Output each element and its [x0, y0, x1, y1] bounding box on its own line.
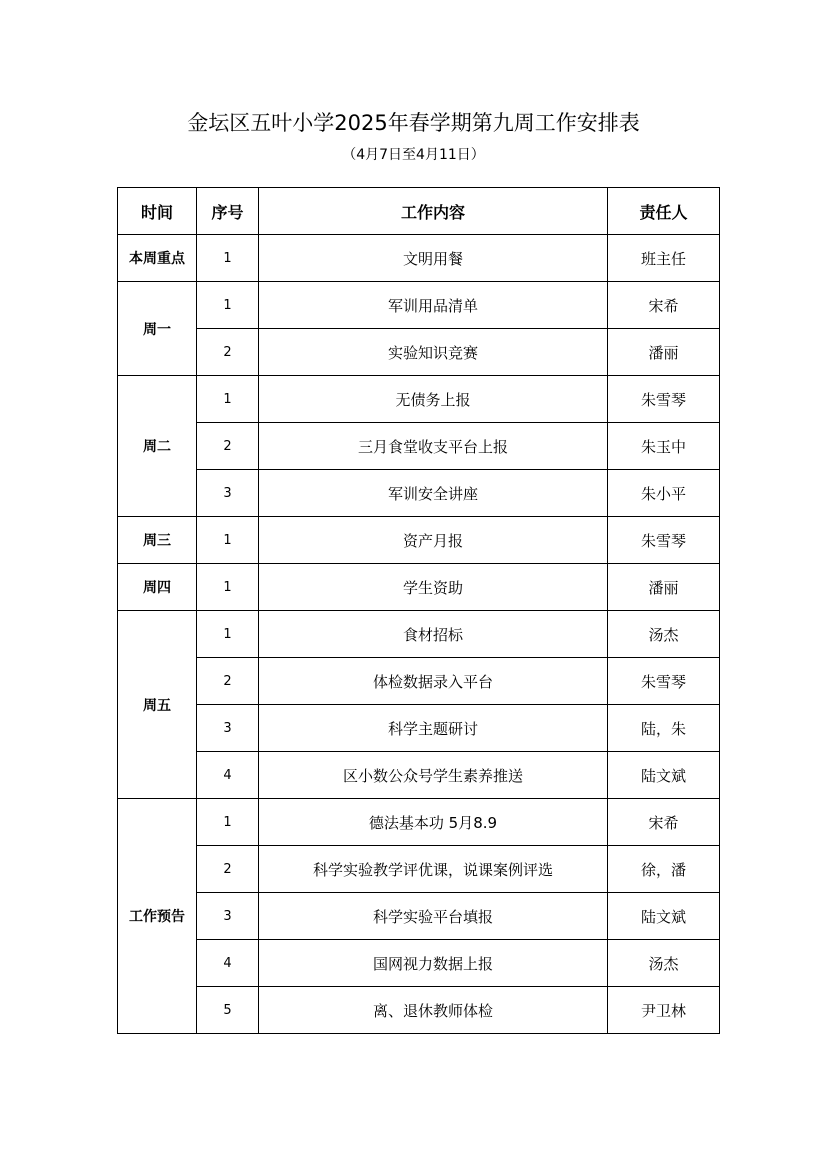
- seq-cell: 2: [197, 329, 259, 376]
- person-cell: 宋希: [608, 282, 720, 329]
- person-cell: 徐，潘: [608, 846, 720, 893]
- seq-cell: 4: [197, 940, 259, 987]
- person-cell: 潘丽: [608, 329, 720, 376]
- person-cell: 陆，朱: [608, 705, 720, 752]
- table-row: [118, 282, 720, 329]
- seq-cell: 1: [197, 517, 259, 564]
- seq-cell: 1: [197, 235, 259, 282]
- table-row: [118, 705, 720, 752]
- table-row: [118, 940, 720, 987]
- person-cell: 宋希: [608, 799, 720, 846]
- person-cell: 朱玉中: [608, 423, 720, 470]
- table-row: [118, 658, 720, 705]
- table-row: [118, 235, 720, 282]
- task-cell: 科学实验教学评优课，说课案例评选: [259, 846, 608, 893]
- task-cell: 三月食堂收支平台上报: [259, 423, 608, 470]
- day-cell: 周四: [118, 564, 197, 611]
- person-cell: 朱小平: [608, 470, 720, 517]
- header-content: 工作内容: [259, 188, 608, 235]
- seq-cell: 3: [197, 893, 259, 940]
- seq-cell: 2: [197, 658, 259, 705]
- person-cell: 汤杰: [608, 611, 720, 658]
- table-row: [118, 987, 720, 1034]
- table-row: [118, 611, 720, 658]
- task-cell: 资产月报: [259, 517, 608, 564]
- task-cell: 军训安全讲座: [259, 470, 608, 517]
- task-cell: 区小数公众号学生素养推送: [259, 752, 608, 799]
- table-row: [118, 846, 720, 893]
- day-cell: 周五: [118, 611, 197, 799]
- person-cell: 班主任: [608, 235, 720, 282]
- table-row: [118, 893, 720, 940]
- table-row: [118, 799, 720, 846]
- header-time: 时间: [118, 188, 197, 235]
- schedule-table: [117, 187, 720, 1034]
- person-cell: 朱雪琴: [608, 658, 720, 705]
- seq-cell: 3: [197, 470, 259, 517]
- header-person: 责任人: [608, 188, 720, 235]
- seq-cell: 2: [197, 846, 259, 893]
- task-cell: 食材招标: [259, 611, 608, 658]
- task-cell: 科学实验平台填报: [259, 893, 608, 940]
- day-cell: 周三: [118, 517, 197, 564]
- table-row: [118, 423, 720, 470]
- table-row: [118, 376, 720, 423]
- day-cell: 工作预告: [118, 799, 197, 1034]
- task-cell: 文明用餐: [259, 235, 608, 282]
- task-cell: 无债务上报: [259, 376, 608, 423]
- seq-cell: 1: [197, 282, 259, 329]
- task-cell: 离、退休教师体检: [259, 987, 608, 1034]
- table-row: [118, 564, 720, 611]
- header-seq: 序号: [197, 188, 259, 235]
- task-cell: 实验知识竞赛: [259, 329, 608, 376]
- seq-cell: 5: [197, 987, 259, 1034]
- date-range-subtitle: （4月7日至4月11日）: [342, 147, 485, 163]
- table-row: [118, 329, 720, 376]
- table-row: [118, 752, 720, 799]
- header-row: [118, 188, 720, 235]
- person-cell: 潘丽: [608, 564, 720, 611]
- seq-cell: 2: [197, 423, 259, 470]
- seq-cell: 1: [197, 376, 259, 423]
- table-row: [118, 470, 720, 517]
- page-title: 金坛区五叶小学2025年春学期第九周工作安排表: [187, 111, 640, 135]
- seq-cell: 3: [197, 705, 259, 752]
- person-cell: 陆文斌: [608, 893, 720, 940]
- person-cell: 陆文斌: [608, 752, 720, 799]
- seq-cell: 1: [197, 564, 259, 611]
- seq-cell: 4: [197, 752, 259, 799]
- table-row: [118, 517, 720, 564]
- seq-cell: 1: [197, 799, 259, 846]
- day-cell: 周一: [118, 282, 197, 376]
- task-cell: 学生资助: [259, 564, 608, 611]
- seq-cell: 1: [197, 611, 259, 658]
- task-cell: 科学主题研讨: [259, 705, 608, 752]
- person-cell: 尹卫林: [608, 987, 720, 1034]
- person-cell: 朱雪琴: [608, 517, 720, 564]
- day-cell: 本周重点: [118, 235, 197, 282]
- person-cell: 朱雪琴: [608, 376, 720, 423]
- day-cell: 周二: [118, 376, 197, 517]
- task-cell: 国网视力数据上报: [259, 940, 608, 987]
- person-cell: 汤杰: [608, 940, 720, 987]
- task-cell: 军训用品清单: [259, 282, 608, 329]
- task-cell: 体检数据录入平台: [259, 658, 608, 705]
- task-cell: 德法基本功 5月8.9: [259, 799, 608, 846]
